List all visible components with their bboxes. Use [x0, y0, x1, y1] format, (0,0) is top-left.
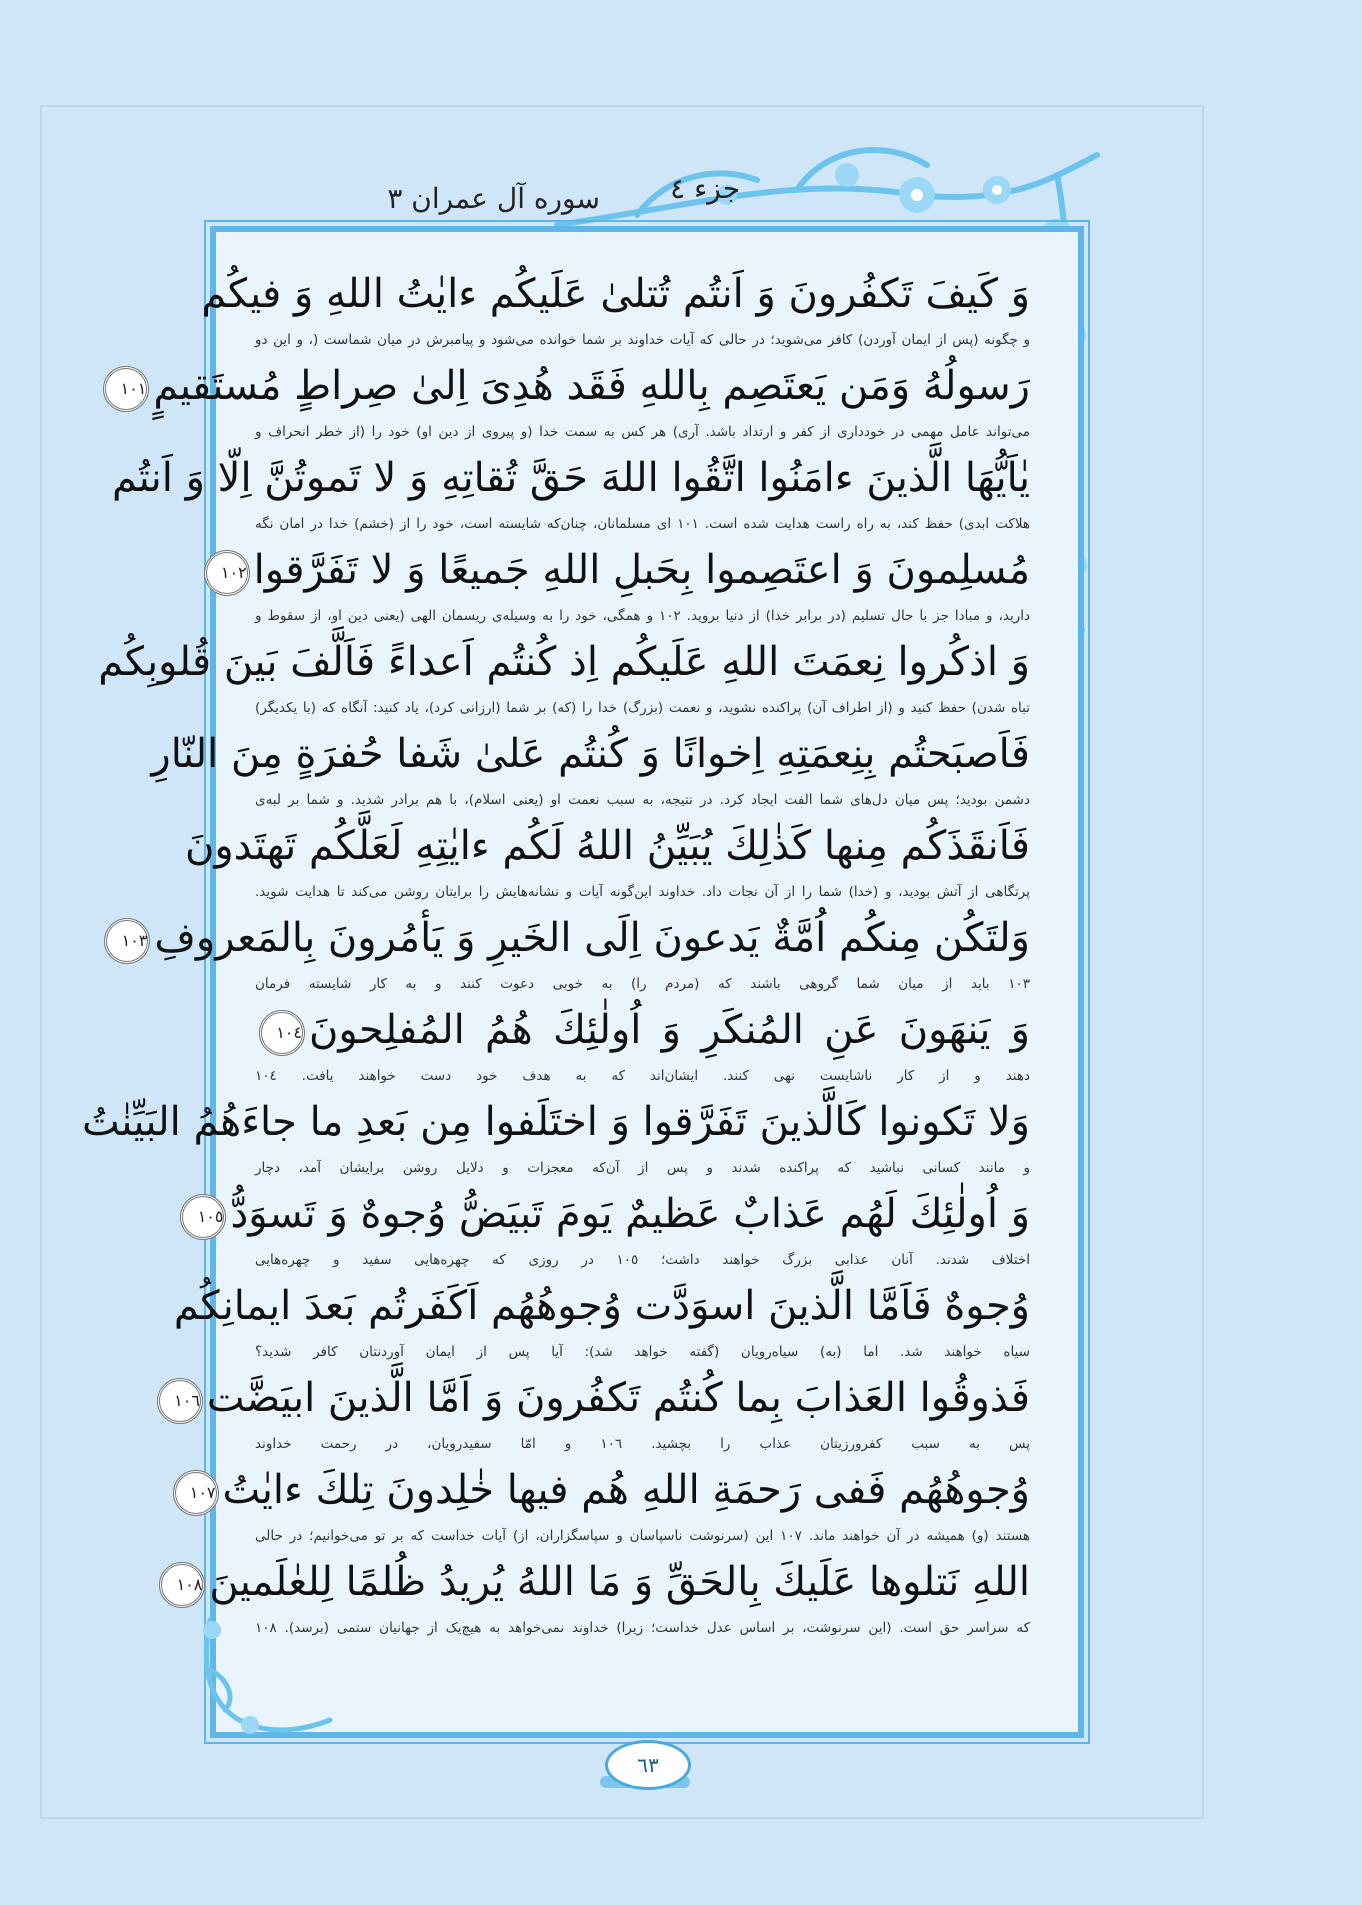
ayah-text: اللهِ نَتلوها عَلَيكَ بِالحَقِّ وَ مَا اللهُ يُريدُ ظُلمًا لِلعٰلَمينَ: [209, 1559, 1030, 1605]
translation-line: سیاه خواهند شد. اما (به) سیاه‌رویان (گفته خواهد شد): آیا پس از ایمان آوردنتان کافر شدید؟: [255, 1344, 1030, 1360]
ayah-text: فَاَصبَحتُم بِنِعمَتِهِ اِخوانًا وَ كُنتُم عَلىٰ شَفا حُفرَةٍ مِنَ النّارِ: [151, 731, 1030, 777]
ayah-number-marker: ١٠٣: [104, 918, 150, 964]
ayah-line: [173, 1274, 1030, 1338]
translation-line: هلاکت ابدی) حفظ کند، به راه راست هدایت شده است. ١٠١ ای مسلمانان، چنان‌که شایسته است، خود را از (خشم) خدا در امان نگه: [255, 516, 1031, 532]
surah-label: سوره آل عمران ٣: [387, 182, 600, 215]
page-header: [320, 168, 740, 218]
ayah-number-marker: ١٠٢: [204, 550, 250, 596]
ayah-text: وَ اُولٰئِكَ لَهُم عَذابٌ عَظيمٌ يَومَ تَبيَضُّ وُجوهٌ وَ تَسوَدُّ: [230, 1191, 1030, 1237]
translation-line: دهند و از کار ناشایست نهی کنند. ایشان‌اند که به هدف خود دست خواهند یافت. ١٠٤: [255, 1068, 1030, 1084]
ayah-text: وَلا تَكونوا كَالَّذينَ تَفَرَّقوا وَ اختَلَفوا مِن بَعدِ ما جاءَهُمُ البَيِّنٰتُ: [81, 1099, 1030, 1145]
ayah-line: [151, 722, 1030, 786]
translation-line: دشمن بودید؛ پس میان دل‌های شما الفت ایجاد کرد. در نتیجه، به سبب نعمت او (یعنی اسلام)، با هم برادر شدید. و شما بر لبه‌ی: [255, 792, 1030, 808]
ayah-number-marker: ١٠٨: [159, 1562, 205, 1608]
ayah-number-marker: ١٠٥: [180, 1194, 226, 1240]
ayah-line: [176, 1550, 1030, 1614]
translation-line: اختلاف شدند. آنان عذابی بزرگ خواهند داشت؛ ١٠٥ در روزی که چهره‌هایی سفید و چهره‌هایی: [255, 1252, 1030, 1268]
ayah-line: [98, 630, 1030, 694]
translation-line: می‌تواند عامل مهمی در خودداری از کفر و ارتداد باشد. آری) هر کس به سمت خدا (و پیروی از دین او) خود را (از خطر انحراف و: [255, 424, 1030, 440]
translation-line: تباه شدن) حفظ کنید و (از اطراف آن) پراکنده نشوید، و نعمت (بزرگ) خدا را (که) بر شما (ارزانی کرد)، یاد کنید: آنگاه که (با یکدیگر): [255, 700, 1030, 716]
ayah-text: وَ يَنهَونَ عَنِ المُنكَرِ وَ اُولٰئِكَ هُمُ المُفلِحونَ: [309, 1007, 1030, 1053]
translation-line: دارید، و مبادا جز با حال تسلیم (در برابر خدا) از دنیا بروید. ١٠٢ و همگی، خود را به وسیله‌ی ریسمان الهی (یعنی دین او، از سقوط و: [255, 608, 1030, 624]
ayah-line: [189, 1458, 1030, 1522]
juz-label: جزء ٤: [670, 172, 740, 205]
ayah-number-marker: ١٠٧: [173, 1470, 219, 1516]
ayah-text: فَذوقُوا العَذابَ بِما كُنتُم تَكفُرونَ وَ اَمَّا الَّذينَ ابيَضَّت: [206, 1375, 1030, 1421]
ayah-text: وَ اذكُروا نِعمَتَ اللهِ عَلَيكُم اِذ كُنتُم اَعداءً فَاَلَّفَ بَينَ قُلوبِكُم: [98, 639, 1030, 685]
ayah-line: [121, 906, 1030, 970]
ayah-number-marker: ١٠٤: [259, 1010, 305, 1056]
ayah-line: [255, 998, 1030, 1062]
ayah-number-marker: ١٠١: [103, 366, 149, 412]
ayah-line: [81, 1090, 1030, 1154]
ayah-text: وُجوهٌ فَاَمَّا الَّذينَ اسوَدَّت وُجوهُهُم اَكَفَرتُم بَعدَ ايمانِكُم: [173, 1283, 1030, 1329]
translation-line: که سراسر حق است. (این سرنوشت، بر اساس عدل خداست؛ زیرا) خداوند نمی‌خواهد به هیچ‌یک از جهانیان ستمی (برسد). ١٠٨: [255, 1620, 1030, 1636]
ayah-text: رَسولُهُ وَمَن يَعتَصِم بِاللهِ فَقَد هُدِىَ اِلىٰ صِراطٍ مُستَقيمٍ: [153, 363, 1030, 409]
translation-line: ١٠٣ باید از میان شما گروهی باشند که (مردم را) به خوبی دعوت کنند و به کار شایسته فرمان: [255, 976, 1030, 992]
quran-text-block: [81, 262, 1031, 1642]
ayah-text: وُجوهُهُم فَفى رَحمَةِ اللهِ هُم فيها خٰلِدونَ تِلكَ ءايٰتُ: [222, 1467, 1030, 1513]
ayah-line: [174, 1366, 1030, 1430]
ayah-line: [201, 262, 1030, 326]
ayah-text: وَلتَكُن مِنكُم اُمَّةٌ يَدعونَ اِلَى الخَيرِ وَ يَأمُرونَ بِالمَعروفِ: [154, 915, 1030, 961]
ayah-text: فَاَنقَذَكُم مِنها كَذٰلِكَ يُبَيِّنُ اللهُ لَكُم ءايٰتِهِ لَعَلَّكُم تَهتَدونَ: [184, 823, 1030, 869]
translation-line: و مانند کسانی نباشید که پراکنده شدند و پس از آن‌که معجزات و دلایل روشن برایشان آمد، دچار: [255, 1160, 1030, 1176]
ayah-line: [120, 354, 1030, 418]
ayah-line: [197, 1182, 1030, 1246]
ayah-text: وَ كَيفَ تَكفُرونَ وَ اَنتُم تُتلىٰ عَلَيكُم ءايٰتُ اللهِ وَ فيكُم: [201, 271, 1030, 317]
page-number: ٦٣: [605, 1740, 691, 1790]
ayah-line: [111, 446, 1030, 510]
translation-line: و چگونه (پس از ایمان آوردن) کافر می‌شوید؛ در حالی که آیات خداوند بر شما خوانده می‌شود و پیامبرش در میان شماست (، و این دو: [255, 332, 1030, 348]
translation-line: هستند (و) همیشه در آن خواهند ماند. ١٠٧ این (سرنوشت ناسپاسان و سپاسگزاران، از) آیات خداست که بر تو می‌خوانیم؛ در حالی: [255, 1528, 1030, 1544]
ayah-text: مُسلِمونَ وَ اعتَصِموا بِحَبلِ اللهِ جَميعًا وَ لا تَفَرَّقوا: [253, 547, 1030, 593]
ayah-number-marker: ١٠٦: [157, 1378, 203, 1424]
translation-line: پرتگاهی از آتش بودید، و (خدا) شما را از آن نجات داد. خداوند این‌گونه آیات و نشانه‌هایش را برایتان روشن می‌کند تا هدایت شوید.: [255, 884, 1030, 900]
translation-line: پس به سبب کفرورزیتان عذاب را بچشید. ١٠٦ و امّا سفیدرویان، در رحمت خداوند: [255, 1436, 1030, 1452]
ayah-line: [220, 538, 1030, 602]
ayah-text: يٰاَيُّهَا الَّذينَ ءامَنُوا اتَّقُوا اللهَ حَقَّ تُقاتِهِ وَ لا تَموتُنَّ اِلّا وَ اَنتُم: [111, 455, 1030, 501]
ayah-line: [184, 814, 1030, 878]
